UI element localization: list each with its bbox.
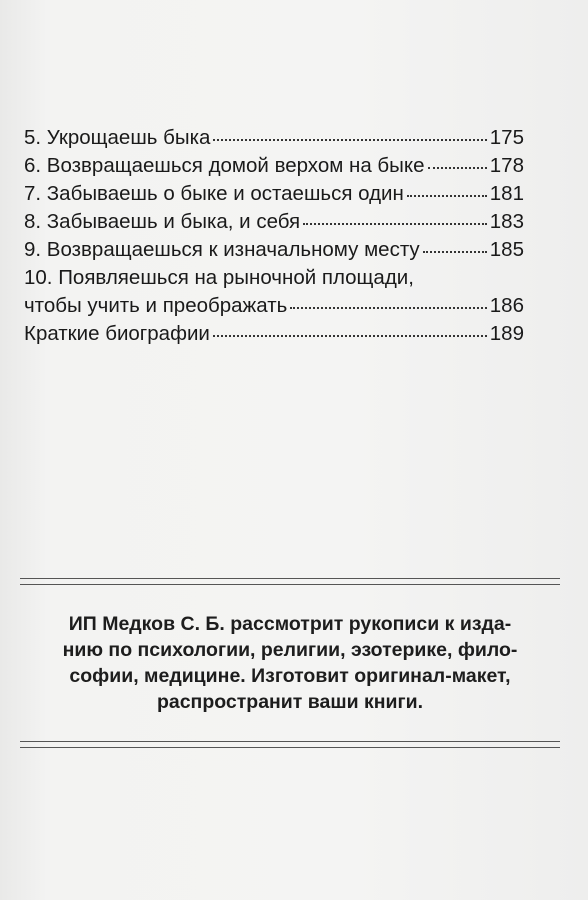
table-of-contents <box>24 124 524 348</box>
toc-entry-page: 181 <box>489 182 524 205</box>
notice-line: ИП Медков С. Б. рассмотрит рукописи к изда- <box>68 613 512 635</box>
toc-entry-page: 175 <box>489 126 524 149</box>
toc-entry-page: 178 <box>489 154 524 177</box>
toc-entry-title: чтобы учить и преображать <box>24 294 288 317</box>
notice-text <box>20 585 560 741</box>
bottom-double-rule <box>20 741 560 748</box>
toc-entry-title: 10. Появляешься на рыночной площади, <box>24 266 414 289</box>
toc-entry-6 <box>24 152 524 180</box>
toc-entry-title: Краткие биографии <box>24 322 210 345</box>
toc-entry-page: 186 <box>489 294 524 317</box>
top-double-rule <box>20 578 560 585</box>
publisher-notice <box>20 578 560 748</box>
toc-entry-10-line-1 <box>24 264 524 292</box>
toc-entry-title: 5. Укрощаешь быка <box>24 126 211 149</box>
toc-leader-dots <box>213 139 486 141</box>
toc-leader-dots <box>213 335 487 337</box>
toc-entry-title: 8. Забываешь и быка, и себя <box>24 210 301 233</box>
notice-line: распространит ваши книги. <box>156 691 424 713</box>
toc-entry-9 <box>24 236 524 264</box>
toc-entry-page: 183 <box>489 210 524 233</box>
toc-leader-dots <box>290 307 486 309</box>
toc-entry-page: 185 <box>489 238 524 261</box>
toc-entry-biographies <box>24 320 524 348</box>
toc-entry-title: 6. Возвращаешься домой верхом на быке <box>24 154 425 177</box>
toc-entry-5 <box>24 124 524 152</box>
toc-entry-7 <box>24 180 524 208</box>
toc-leader-dots <box>303 223 487 225</box>
toc-leader-dots <box>428 167 487 169</box>
toc-entry-title: 7. Забываешь о быке и остаешься один <box>24 182 404 205</box>
notice-line: нию по психологии, религии, эзотерике, фило- <box>62 639 518 661</box>
notice-line: софии, медицине. Изготовит оригинал-макет, <box>69 665 511 687</box>
toc-entry-8 <box>24 208 524 236</box>
toc-entry-10-line-2 <box>24 292 524 320</box>
toc-entry-title: 9. Возвращаешься к изначальному месту <box>24 238 420 261</box>
toc-entry-page: 189 <box>489 322 524 345</box>
toc-leader-dots <box>407 195 487 197</box>
toc-leader-dots <box>423 251 487 253</box>
